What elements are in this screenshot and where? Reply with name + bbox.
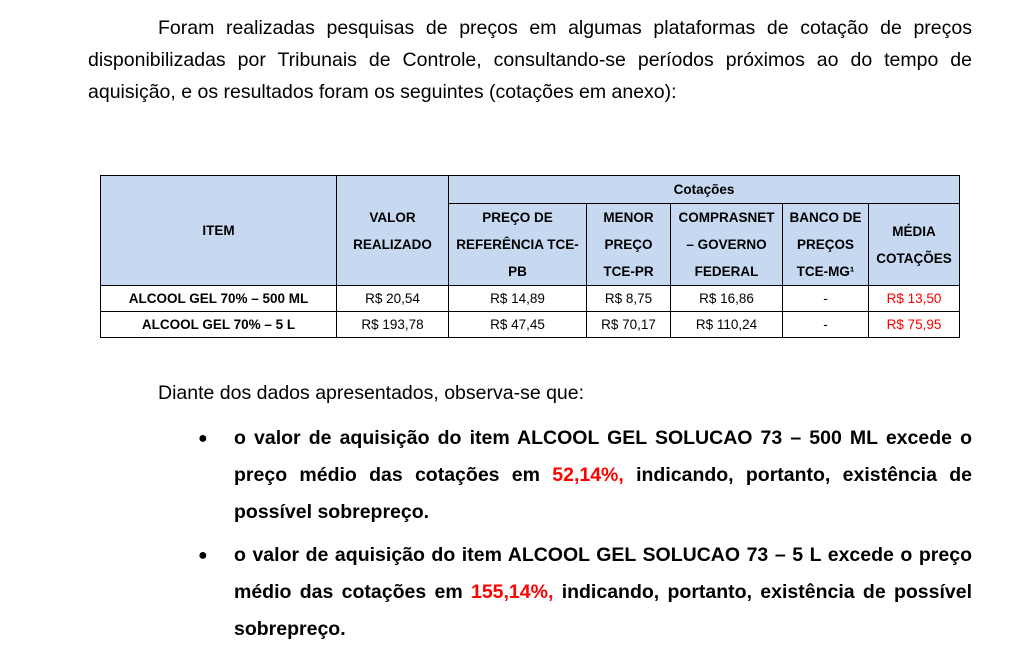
header-valor-realizado: VALOR REALIZADO <box>337 176 449 286</box>
header-menor-preco: MENOR PREÇO TCE-PR <box>587 204 671 286</box>
finding-percentage: 155,14%, <box>470 581 554 603</box>
header-cotacoes: Cotações <box>449 176 960 204</box>
finding-text-after: indicando, portanto, existência de possível sobrepreço. <box>234 581 973 640</box>
cell-preco-referencia: R$ 47,45 <box>449 312 587 338</box>
cell-comprasnet: R$ 16,86 <box>671 286 783 312</box>
after-table-paragraph: Diante dos dados apresentados, observa-se que: <box>158 382 585 404</box>
cell-comprasnet: R$ 110,24 <box>671 312 783 338</box>
intro-paragraph: Foram realizadas pesquisas de preços em algumas plataformas de cotação de preços disponibilizadas por Tribunais de Controle, consultando-se períodos próximos ao do tempo de aquisição, e os resultados foram os seguintes (cotações em anexo): <box>88 17 972 103</box>
finding-percentage: 52,14%, <box>552 464 624 486</box>
cell-valor-realizado: R$ 193,78 <box>337 312 449 338</box>
bullet-icon: ● <box>198 547 208 564</box>
findings-list <box>190 420 972 654</box>
finding-text-after: indicando, portanto, existência de possível sobrepreço. <box>234 464 972 523</box>
cell-menor-preco: R$ 8,75 <box>587 286 671 312</box>
cell-valor-realizado: R$ 20,54 <box>337 286 449 312</box>
finding-text-before: o valor de aquisição do item ALCOOL GEL SOLUCAO 73 – 5 L excede o preço médio das cotações em <box>234 544 972 603</box>
cell-banco-precos: - <box>783 286 869 312</box>
cell-media: R$ 13,50 <box>869 286 960 312</box>
finding-text-before: o valor de aquisição do item ALCOOL GEL SOLUCAO 73 – 500 ML excede o preço médio das cotações em <box>234 427 972 486</box>
header-preco-referencia: PREÇO DE REFERÊNCIA TCE-PB <box>449 204 587 286</box>
cell-item: ALCOOL GEL 70% – 500 ML <box>101 286 337 312</box>
header-banco-precos: BANCO DE PREÇOS TCE-MG¹ <box>783 204 869 286</box>
table-row <box>101 312 960 338</box>
cell-banco-precos: - <box>783 312 869 338</box>
quotes-table <box>100 175 960 338</box>
cell-media: R$ 75,95 <box>869 312 960 338</box>
table-row <box>101 286 960 312</box>
cell-menor-preco: R$ 70,17 <box>587 312 671 338</box>
finding-item <box>190 420 972 531</box>
bullet-icon: ● <box>198 430 208 447</box>
header-comprasnet: COMPRASNET – GOVERNO FEDERAL <box>671 204 783 286</box>
finding-item <box>190 537 972 648</box>
header-item: ITEM <box>101 176 337 286</box>
cell-item: ALCOOL GEL 70% – 5 L <box>101 312 337 338</box>
header-media: MÉDIA COTAÇÕES <box>869 204 960 286</box>
cell-preco-referencia: R$ 14,89 <box>449 286 587 312</box>
